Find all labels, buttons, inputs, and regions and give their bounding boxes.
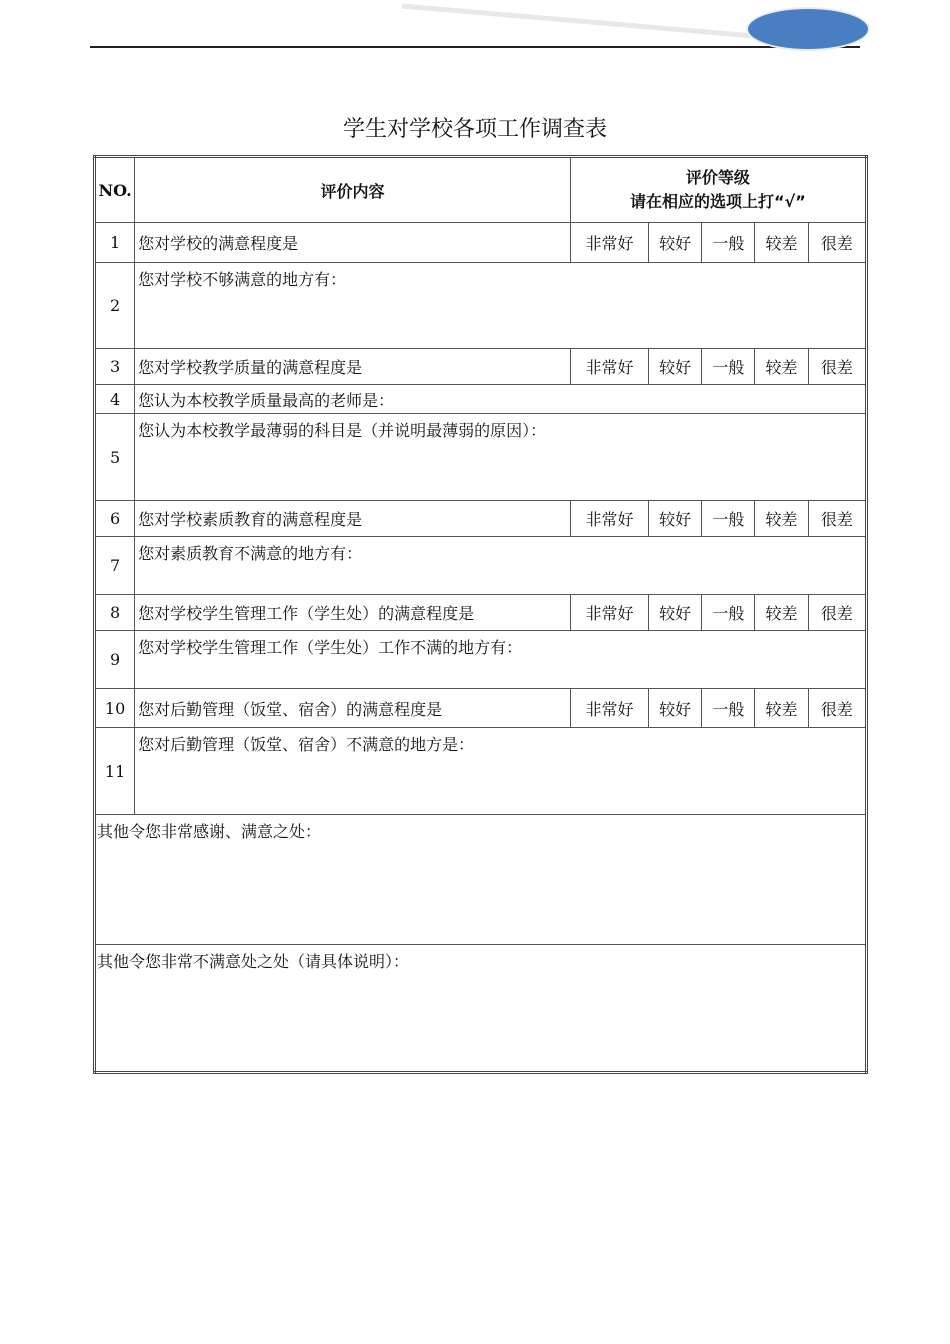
row-number: 10 [95,689,135,728]
question-text-answer-area[interactable]: 您对学校学生管理工作（学生处）工作不满的地方有： [135,631,867,689]
row-number: 8 [95,595,135,631]
table-row [95,595,867,631]
question-text: 您对后勤管理（饭堂、宿舍）的满意程度是 [135,689,571,728]
option-very-good[interactable]: 非常好 [570,595,648,631]
table-row [95,815,867,945]
table-row [95,385,867,414]
table-header-row [95,157,867,223]
row-number: 9 [95,631,135,689]
row-number: 4 [95,385,135,414]
option-poor[interactable]: 较差 [755,689,808,728]
question-text-answer-area[interactable]: 您认为本校教学最薄弱的科目是（并说明最薄弱的原因）： [135,414,867,501]
option-good[interactable]: 较好 [649,689,702,728]
table-row [95,728,867,815]
question-text: 您对学校学生管理工作（学生处）的满意程度是 [135,595,571,631]
option-good[interactable]: 较好 [649,501,702,537]
header-swoosh-decoration [400,2,780,40]
option-good[interactable]: 较好 [649,349,702,385]
option-poor[interactable]: 较差 [755,595,808,631]
header-rule [90,46,860,48]
table-row [95,945,867,1073]
question-text: 您对学校教学质量的满意程度是 [135,349,571,385]
option-average[interactable]: 一般 [702,223,755,263]
document-title: 学生对学校各项工作调查表 [342,117,607,142]
option-very-good[interactable]: 非常好 [570,501,648,537]
row-number: 2 [95,263,135,349]
option-poor[interactable]: 较差 [755,349,808,385]
header-no: NO. [95,157,135,223]
table-row [95,263,867,349]
header-content: 评价内容 [135,157,571,223]
option-very-good[interactable]: 非常好 [570,689,648,728]
option-average[interactable]: 一般 [702,595,755,631]
question-text-answer-area[interactable]: 您对素质教育不满意的地方有： [135,537,867,595]
praise-answer-area[interactable]: 其他令您非常感谢、满意之处： [95,815,867,945]
header-logo-ellipse [748,9,868,49]
option-good[interactable]: 较好 [649,223,702,263]
question-text-answer-area[interactable]: 您认为本校教学质量最高的老师是： [135,385,867,414]
row-number: 6 [95,501,135,537]
option-very-poor[interactable]: 很差 [808,349,866,385]
option-average[interactable]: 一般 [702,689,755,728]
option-very-poor[interactable]: 很差 [808,223,866,263]
option-good[interactable]: 较好 [649,595,702,631]
table-row [95,689,867,728]
question-text: 您对学校的满意程度是 [135,223,571,263]
question-text-answer-area[interactable]: 您对后勤管理（饭堂、宿舍）不满意的地方是： [135,728,867,815]
option-very-poor[interactable]: 很差 [808,689,866,728]
header-grade [570,157,866,223]
complaint-answer-area[interactable]: 其他令您非常不满意处之处（请具体说明）： [95,945,867,1073]
table-row [95,414,867,501]
row-number: 11 [95,728,135,815]
option-average[interactable]: 一般 [702,349,755,385]
row-number: 1 [95,223,135,263]
question-text-answer-area[interactable]: 您对学校不够满意的地方有： [135,263,867,349]
table-row [95,349,867,385]
option-very-good[interactable]: 非常好 [570,349,648,385]
table-row [95,631,867,689]
question-text: 您对学校素质教育的满意程度是 [135,501,571,537]
survey-table [93,155,868,1074]
row-number: 3 [95,349,135,385]
option-poor[interactable]: 较差 [755,501,808,537]
header-grade-title: 评价等级 [685,168,750,187]
table-row [95,223,867,263]
option-very-poor[interactable]: 很差 [808,595,866,631]
table-row [95,537,867,595]
row-number: 7 [95,537,135,595]
option-poor[interactable]: 较差 [755,223,808,263]
option-very-good[interactable]: 非常好 [570,223,648,263]
option-average[interactable]: 一般 [702,501,755,537]
row-number: 5 [95,414,135,501]
table-row [95,501,867,537]
option-very-poor[interactable]: 很差 [808,501,866,537]
header-grade-instruction: 请在相应的选项上打“√” [630,192,806,211]
